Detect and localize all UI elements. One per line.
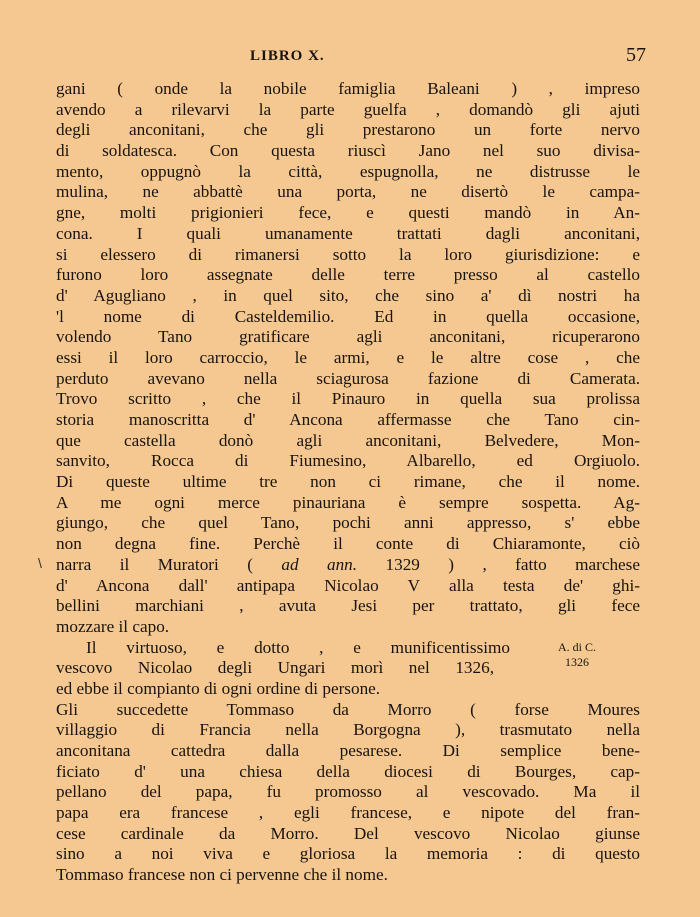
text-line: volendo Tano gratificare agli anconitani, ricuperarono	[56, 327, 640, 347]
text-line: avendo a rilevarvi la parte guelfa , domandò gli ajuti	[56, 99, 640, 119]
text-line: giungo, che quel Tano, pochi anni appresso, s' ebbe	[56, 513, 640, 533]
paragraph-start-line: Il virtuoso, e dotto , e munificentissimo	[86, 637, 510, 657]
text-line: que castella donò agli anconitani, Belvedere, Mon-	[56, 430, 640, 450]
text-line: mozzare il capo.	[56, 616, 170, 636]
text-line: si elessero di rimanersi sotto la loro giurisdizione: e	[56, 244, 640, 264]
citation-tail: 1329 ) , fatto marchese	[357, 554, 640, 574]
page-number: 57	[626, 44, 646, 66]
book-label: LIBRO X.	[250, 48, 325, 64]
text-line: Gli succedette Tommaso da Morro ( forse Moures	[56, 699, 640, 719]
margin-note-year: 1326	[565, 655, 589, 669]
text-line: cese cardinale da Morro. Del vescovo Nicolao giunse	[56, 823, 640, 843]
body-text	[56, 79, 656, 886]
text-line: di soldatesca. Con questa riuscì Jano nel suo divisa-	[56, 141, 640, 161]
text-line: d' Agugliano , in quel sito, che sino a' dì nostri ha	[56, 285, 640, 305]
text-line: storia manoscritta d' Ancona affermasse che Tano cin-	[56, 410, 640, 429]
text-line: pellano del papa, fu promosso al vescovado. Ma il	[56, 782, 640, 802]
text-line: bellini marchiani , avuta Jesi per trattato, gli fece	[56, 596, 640, 616]
text-line: degli anconitani, che gli prestarono un forte nervo	[56, 120, 640, 140]
text-line: Di queste ultime tre non ci rimane, che il nome.	[56, 472, 640, 492]
text-line: 'l nome di Casteldemilio. Ed in quella occasione,	[56, 306, 640, 326]
text-line: perduto avevano nella sciagurosa fazione di Camerata.	[56, 368, 640, 388]
text-line: Trovo scritto , che il Pinauro in quella sua prolissa	[56, 389, 640, 409]
text-line: d' Ancona dall' antipapa Nicolao V alla testa de' ghi-	[56, 575, 640, 595]
text-line: sanvito, Rocca di Fiumesino, Albarello, ed Orgiuolo.	[56, 451, 640, 471]
text-line: essi il loro carroccio, le armi, e le altre cose , che	[56, 347, 640, 367]
text-line: anconitana cattedra dalla pesarese. Di semplice bene-	[56, 741, 640, 760]
text-line-citation	[56, 555, 640, 576]
text-line: non degna fine. Perchè il conte di Chiaramonte, ciò	[56, 534, 640, 554]
text-line: ficiato d' una chiesa della diocesi di Bourges, cap-	[56, 761, 640, 781]
text-line: A me ogni merce pinauriana è sempre sospetta. Ag-	[56, 492, 640, 512]
citation-italic: ad ann.	[281, 554, 358, 574]
text-line: gani ( onde la nobile famiglia Baleani ) , impreso	[56, 79, 640, 98]
text-line: furono loro assegnate delle terre presso al castello	[56, 265, 640, 285]
text-line: papa era francese , egli francese, e nipote del fran-	[56, 803, 640, 823]
margin-mark: \	[38, 555, 42, 571]
text-line: cona. I quali umanamente trattati dagli anconitani,	[56, 223, 640, 243]
margin-note-label: A. di C.	[557, 640, 596, 654]
text-line: Tommaso francese non ci pervenne che il nome.	[56, 865, 388, 885]
text-line: gne, molti prigionieri fece, e questi mandò in An-	[56, 203, 640, 223]
running-header	[56, 44, 646, 70]
text-line: ed ebbe il compianto di ogni ordine di persone.	[56, 678, 381, 698]
citation-lead: narra il Muratori (	[56, 554, 282, 574]
text-line: sino a noi viva e gloriosa la memoria : di questo	[56, 844, 640, 864]
text-line: villaggio di Francia nella Borgogna ), trasmutato nella	[56, 720, 640, 740]
text-line: vescovo Nicolao degli Ungari morì nel 1326,	[56, 658, 494, 678]
text-line: mento, oppugnò la città, espugnolla, ne distrusse le	[56, 161, 640, 181]
text-line: mulina, ne abbattè una porta, ne disertò le campa-	[56, 182, 640, 202]
